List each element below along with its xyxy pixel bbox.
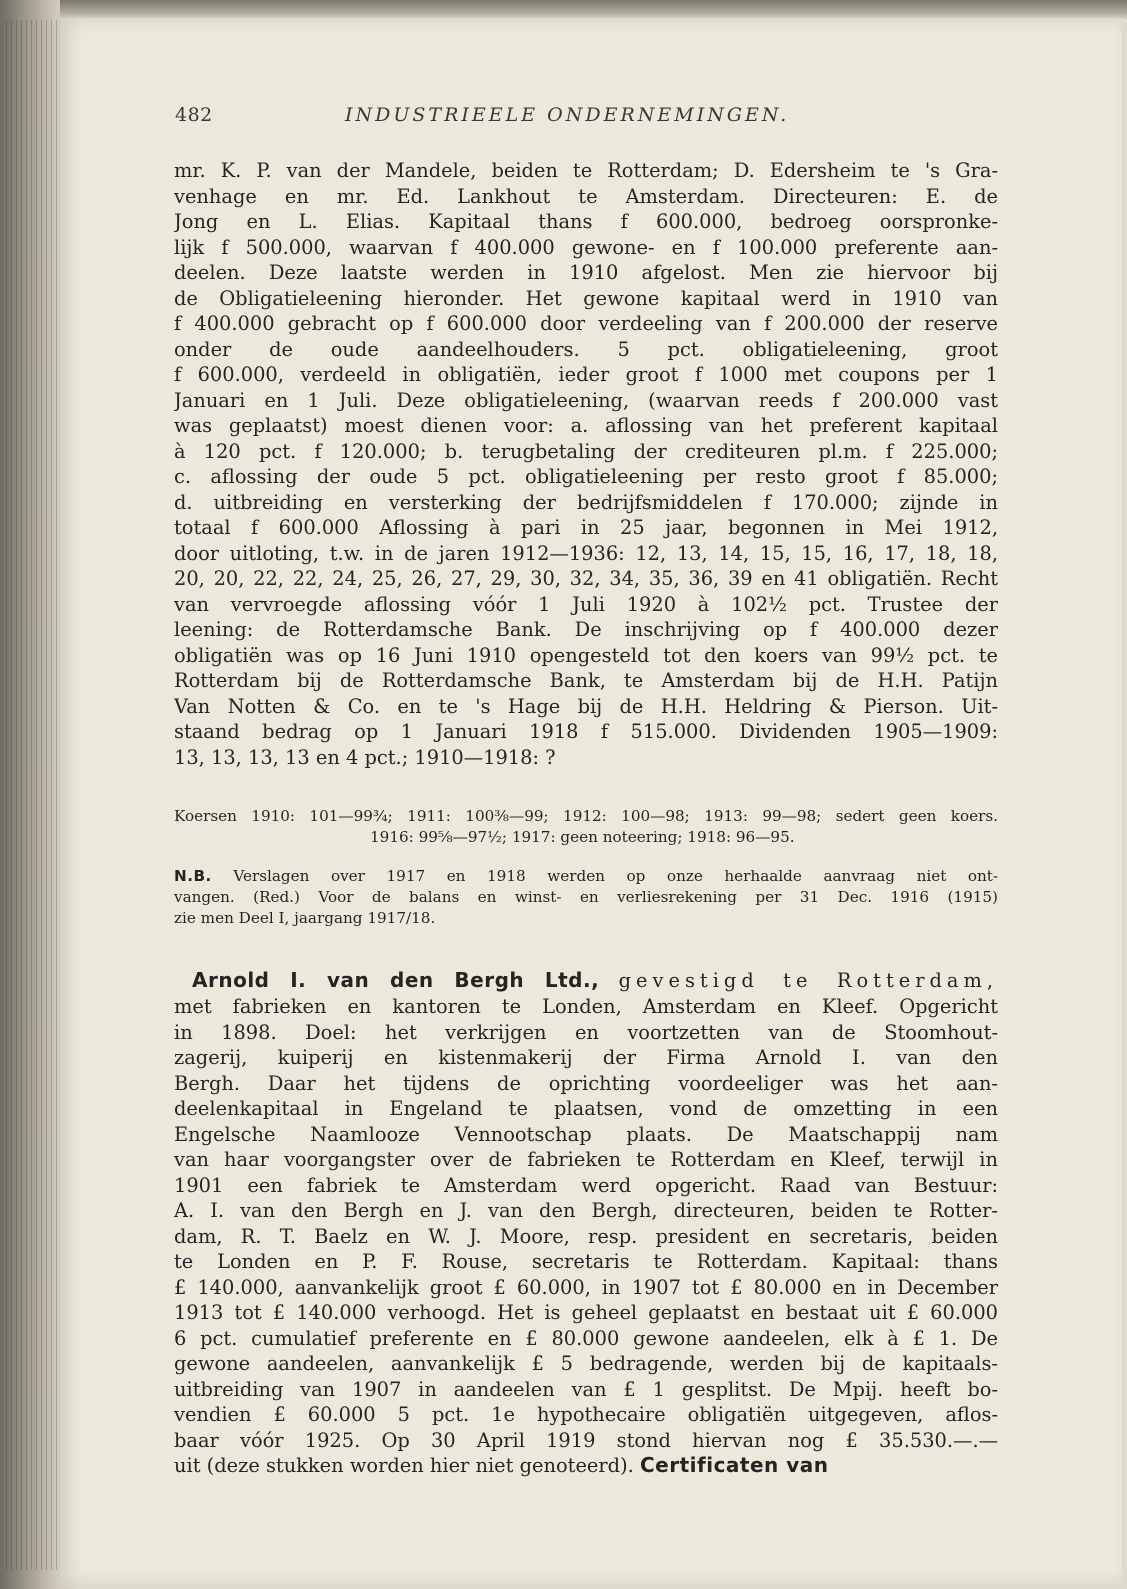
section-1-line: totaal f 600.000 Aflossing à pari in 25 jaar, begonnen in Mei 1912,: [174, 516, 998, 539]
note-line-2: vangen. (Red.) Voor de balans en winst- en verliesrekening per 31 Dec. 1916 (1915): [174, 888, 998, 906]
section-1-line: mr. K. P. van der Mandele, beiden te Rotterdam; D. Edersheim te 's Gra-: [174, 159, 998, 182]
section-2-text: [174, 967, 998, 1479]
section-2-line: 1901 een fabriek te Amsterdam werd opgericht. Raad van Bestuur:: [174, 1173, 998, 1197]
section-2-line: vendien £ 60.000 5 pct. 1e hypothecaire obligatiën uitgegeven, aflos-: [174, 1403, 998, 1426]
section-1-line: f 400.000 gebracht op f 600.000 door verdeeling van f 200.000 der reserve: [174, 312, 998, 335]
section-1-line: Januari en 1 Juli. Deze obligatieleening, (waarvan reeds f 200.000 vast: [174, 388, 998, 412]
section-1-text: [174, 158, 998, 770]
note-line-1: [174, 866, 998, 887]
last-line-start: uit (deze stukken worden hier niet genoteerd).: [174, 1454, 634, 1477]
first-line-rest: gevestigd te Rotterdam,: [618, 969, 998, 992]
section-1-line: c. aflossing der oude 5 pct. obligatieleening per resto groot f 85.000;: [174, 465, 998, 488]
section-2-line: A. I. van den Bergh en J. van den Bergh, directeuren, beiden te Rotter-: [174, 1199, 998, 1222]
section-1-line: deelen. Deze laatste werden in 1910 afgelost. Men zie hiervoor bij: [174, 261, 998, 284]
section-2-line: gewone aandeelen, aanvankelijk £ 5 bedragende, werden bij de kapitaals-: [174, 1352, 998, 1375]
koersen-line-2: 1916: 99⅝—97½; 1917: geen noteering; 1918: 96—95.: [370, 828, 795, 846]
section-2-line: te Londen en P. F. Rouse, secretaris te Rotterdam. Kapitaal: thans: [174, 1250, 998, 1273]
page-header: [175, 104, 995, 134]
section-1-line: de Obligatieleening hieronder. Het gewone kapitaal werd in 1910 van: [174, 286, 998, 310]
section-1-line: 13, 13, 13, 13 en 4 pct.; 1910—1918: ?: [174, 745, 556, 769]
section-2-lines: [174, 994, 998, 1453]
section-2-line: uitbreiding van 1907 in aandeelen van £ 1 gesplitst. De Mpij. heeft bo-: [174, 1377, 998, 1401]
section-1-line: leening: de Rotterdamsche Bank. De inschrijving op f 400.000 dezer: [174, 618, 998, 641]
section-2-first-line: [174, 967, 998, 994]
section-2-line: in 1898. Doel: het verkrijgen en voortzetten van de Stoomhout-: [174, 1020, 998, 1044]
section-1-line: venhage en mr. Ed. Lankhout te Amsterdam. Directeuren: E. de: [174, 184, 998, 208]
section-2-line: van haar voorgangster over de fabrieken te Rotterdam en Kleef, terwijl in: [174, 1148, 998, 1171]
note-line-1-text: Verslagen over 1917 en 1918 werden op onze herhaalde aanvraag niet ont-: [233, 867, 998, 885]
section-2-line: 6 pct. cumulatief preferente en £ 80.000 gewone aandeelen, elk à £ 1. De: [174, 1326, 998, 1350]
section-1-line: 20, 20, 22, 22, 24, 25, 26, 27, 29, 30, 32, 34, 35, 36, 39 en 41 obligatiën. Recht: [174, 567, 998, 590]
koersen-block: [174, 806, 998, 848]
section-2-line: zagerij, kuiperij en kistenmakerij der Firma Arnold I. van den: [174, 1046, 998, 1069]
section-2-line: deelenkapitaal in Engeland te plaatsen, vond de omzetting in een: [174, 1097, 998, 1120]
section-1-line: van vervroegde aflossing vóór 1 Juli 1920 à 102½ pct. Trustee der: [174, 592, 998, 616]
koersen-line-1: Koersen 1910: 101—99¾; 1911: 100⅜—99; 1912: 100—98; 1913: 99—98; sedert geen koers.: [174, 807, 998, 825]
note-label: N.B.: [174, 867, 212, 885]
section-2-last-line: [174, 1453, 998, 1479]
section-1-line: was geplaatst) moest dienen voor: a. aflossing van het preferent kapitaal: [174, 414, 998, 437]
page-number: 482: [175, 104, 213, 126]
section-2-line: dam, R. T. Baelz en W. J. Moore, resp. president en secretaris, beiden: [174, 1224, 998, 1248]
section-2-line: Bergh. Daar het tijdens de oprichting voordeeliger was het aan-: [174, 1071, 998, 1095]
section-1-line: Rotterdam bij de Rotterdamsche Bank, te Amsterdam bij de H.H. Patijn: [174, 669, 998, 692]
section-1-line: staand bedrag op 1 Januari 1918 f 515.000. Dividenden 1905—1909:: [174, 720, 998, 743]
note-block: [174, 866, 998, 929]
section-1-line: à 120 pct. f 120.000; b. terugbetaling der crediteuren pl.m. f 225.000;: [174, 439, 998, 463]
section-1-line: lijk f 500.000, waarvan f 400.000 gewone- en f 100.000 preferente aan-: [174, 235, 998, 259]
section-1-line: door uitloting, t.w. in de jaren 1912—1936: 12, 13, 14, 15, 15, 16, 17, 18, 18,: [174, 541, 998, 565]
note-line-3: zie men Deel I, jaargang 1917/18.: [174, 909, 436, 927]
section-2-line: met fabrieken en kantoren te Londen, Amsterdam en Kleef. Opgericht: [174, 995, 998, 1018]
section-1-line: d. uitbreiding en versterking der bedrijfsmiddelen f 170.000; zijnde in: [174, 490, 998, 514]
section-1-line: f 600.000, verdeeld in obligatiën, ieder groot f 1000 met coupons per 1: [174, 363, 998, 386]
section-2-line: baar vóór 1925. Op 30 April 1919 stond hiervan nog £ 35.530.—.—: [174, 1428, 998, 1452]
section-1-line: onder de oude aandeelhouders. 5 pct. obligatieleening, groot: [174, 337, 998, 361]
company-name: Arnold I. van den Bergh Ltd.,: [192, 968, 600, 992]
section-2-line: Engelsche Naamlooze Vennootschap plaats. De Maatschappij nam: [174, 1122, 998, 1146]
section-2-line: 1913 tot £ 140.000 verhoogd. Het is geheel geplaatst en bestaat uit £ 60.000: [174, 1301, 998, 1324]
section-1-line: Jong en L. Elias. Kapitaal thans f 600.000, bedroeg oorspronke-: [174, 210, 998, 233]
running-title: INDUSTRIEELE ONDERNEMINGEN.: [345, 104, 790, 126]
section-1-line: Van Notten & Co. en te 's Hage bij de H.H. Heldring & Pierson. Uit-: [174, 694, 998, 718]
section-1-line: obligatiën was op 16 Juni 1910 opengesteld tot den koers van 99½ pct. te: [174, 643, 998, 667]
section-2-line: £ 140.000, aanvankelijk groot £ 60.000, in 1907 tot £ 80.000 en in December: [174, 1275, 998, 1299]
certificaten-heading: Certificaten van: [640, 1453, 829, 1477]
